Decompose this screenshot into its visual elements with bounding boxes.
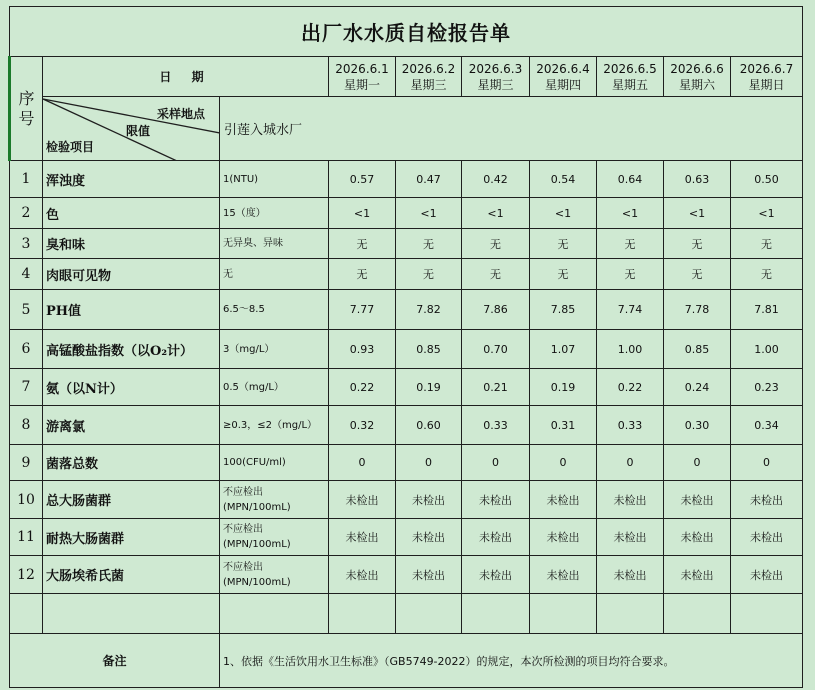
limit-value[interactable] xyxy=(220,406,329,445)
result-value[interactable]: <1 xyxy=(530,198,597,229)
result-value[interactable]: 无 xyxy=(396,229,462,259)
result-value[interactable]: 未检出 xyxy=(329,556,396,594)
empty-cell[interactable] xyxy=(220,594,329,634)
result-value[interactable]: 无 xyxy=(731,259,803,290)
result-value[interactable]: 无 xyxy=(597,259,664,290)
result-value[interactable]: 0 xyxy=(396,445,462,481)
limit-value[interactable] xyxy=(220,369,329,406)
date-value: 2026.6.1 xyxy=(335,61,389,76)
limit-label: 限值 xyxy=(126,124,151,138)
table-row xyxy=(10,445,803,481)
date-header-4[interactable] xyxy=(530,57,597,97)
test-item[interactable]: 大肠埃希氏菌 xyxy=(43,556,220,594)
result-value[interactable]: 0.47 xyxy=(396,161,462,198)
test-item[interactable]: 浑浊度 xyxy=(43,161,220,198)
result-value[interactable]: 未检出 xyxy=(731,556,803,594)
result-value[interactable]: 0.33 xyxy=(597,406,664,445)
result-value[interactable]: 无 xyxy=(731,229,803,259)
row-number[interactable]: 1 xyxy=(10,161,43,198)
row-number[interactable]: 9 xyxy=(10,445,43,481)
row-number[interactable]: 10 xyxy=(10,481,43,519)
limit-value[interactable] xyxy=(220,445,329,481)
limit-line: 6.5～8.5 xyxy=(223,304,265,315)
date-header-6[interactable] xyxy=(664,57,731,97)
date-value: 2026.6.3 xyxy=(468,61,523,76)
result-value[interactable]: 0.57 xyxy=(329,161,396,198)
limit-value[interactable] xyxy=(220,330,329,369)
limit-line: 3（mg/L） xyxy=(223,343,275,355)
limit-line: (MPN/100mL) xyxy=(223,501,291,513)
date-header-7[interactable] xyxy=(731,57,803,97)
limit-value[interactable] xyxy=(220,259,329,290)
empty-cell[interactable] xyxy=(10,594,43,634)
limit-line: (MPN/100mL) xyxy=(223,539,291,550)
result-value[interactable]: 未检出 xyxy=(664,519,731,556)
result-value[interactable]: 7.74 xyxy=(597,290,664,330)
result-value[interactable]: 未检出 xyxy=(597,556,664,594)
result-value[interactable]: 0 xyxy=(664,445,731,481)
result-value[interactable]: 7.86 xyxy=(462,290,530,330)
limit-value[interactable] xyxy=(220,519,329,556)
result-value[interactable]: 未检出 xyxy=(530,481,597,519)
weekday-value: 星期六 xyxy=(678,77,715,92)
limit-line: 不应检出 xyxy=(223,561,263,573)
limit-line: 100(CFU/ml) xyxy=(223,457,286,468)
result-value[interactable]: 0.33 xyxy=(462,406,530,445)
empty-cell[interactable] xyxy=(731,594,803,634)
limit-line: 不应检出 xyxy=(223,486,263,498)
result-value[interactable]: 0.85 xyxy=(396,330,462,369)
empty-row xyxy=(10,594,803,634)
result-value[interactable]: 未检出 xyxy=(396,519,462,556)
table-row xyxy=(10,259,803,290)
result-value[interactable]: 未检出 xyxy=(664,556,731,594)
table-row xyxy=(10,519,803,556)
result-value[interactable]: 0.22 xyxy=(597,369,664,406)
result-value[interactable]: 无 xyxy=(597,229,664,259)
result-value[interactable]: 无 xyxy=(664,229,731,259)
result-value[interactable]: <1 xyxy=(597,198,664,229)
test-item[interactable]: 游离氯 xyxy=(43,406,220,445)
result-value[interactable]: <1 xyxy=(329,198,396,229)
limit-line: ≥0.3，≤2（mg/L） xyxy=(223,419,318,431)
empty-cell[interactable] xyxy=(43,594,220,634)
empty-cell[interactable] xyxy=(462,594,530,634)
test-item[interactable]: 总大肠菌群 xyxy=(43,481,220,519)
result-value[interactable]: 0 xyxy=(530,445,597,481)
limit-value[interactable] xyxy=(220,556,329,594)
result-value[interactable]: 0 xyxy=(329,445,396,481)
limit-line: (MPN/100mL) xyxy=(223,576,291,588)
note-row xyxy=(10,634,803,688)
result-value[interactable]: <1 xyxy=(396,198,462,229)
date-header-1[interactable] xyxy=(329,57,396,97)
empty-cell[interactable] xyxy=(530,594,597,634)
site-label: 采样地点 xyxy=(157,107,206,121)
result-value[interactable]: 1.07 xyxy=(530,330,597,369)
result-value[interactable]: 未检出 xyxy=(530,519,597,556)
limit-value[interactable] xyxy=(220,161,329,198)
result-value[interactable]: 无 xyxy=(462,259,530,290)
item-label: 检验项目 xyxy=(46,140,95,154)
limit-line: 无 xyxy=(223,268,233,280)
result-value[interactable]: 未检出 xyxy=(664,481,731,519)
result-value[interactable]: 0.34 xyxy=(731,406,803,445)
result-value[interactable]: 0.70 xyxy=(462,330,530,369)
test-item[interactable]: 臭和味 xyxy=(43,229,220,259)
result-value[interactable]: 0.42 xyxy=(462,161,530,198)
result-value[interactable]: 未检出 xyxy=(597,481,664,519)
table-row xyxy=(10,161,803,198)
empty-cell[interactable] xyxy=(329,594,396,634)
result-value[interactable]: 0.31 xyxy=(530,406,597,445)
test-item[interactable]: 菌落总数 xyxy=(43,445,220,481)
date-header-5[interactable] xyxy=(597,57,664,97)
result-value[interactable]: 0.21 xyxy=(462,369,530,406)
limit-line: 1(NTU) xyxy=(223,173,259,185)
note-label[interactable]: 备注 xyxy=(10,634,220,688)
table-row xyxy=(10,556,803,594)
row-number[interactable]: 2 xyxy=(10,198,43,229)
result-value[interactable]: 无 xyxy=(329,229,396,259)
result-value[interactable]: 未检出 xyxy=(597,519,664,556)
date-header-label[interactable]: 日 期 xyxy=(43,57,329,97)
limit-value[interactable] xyxy=(220,198,329,229)
weekday-value: 星期四 xyxy=(544,77,581,92)
result-value[interactable]: 0 xyxy=(462,445,530,481)
weekday-value: 星期五 xyxy=(611,77,648,92)
row-number[interactable]: 4 xyxy=(10,259,43,290)
date-value: 2026.6.7 xyxy=(739,61,794,76)
result-value[interactable]: 0.19 xyxy=(530,369,597,406)
empty-cell[interactable] xyxy=(664,594,731,634)
result-value[interactable]: <1 xyxy=(664,198,731,229)
result-value[interactable]: 0.85 xyxy=(664,330,731,369)
result-value[interactable]: 无 xyxy=(329,259,396,290)
table-row xyxy=(10,229,803,259)
weekday-value: 星期三 xyxy=(410,77,447,92)
result-value[interactable]: 7.78 xyxy=(664,290,731,330)
result-value[interactable]: 未检出 xyxy=(462,481,530,519)
empty-cell[interactable] xyxy=(396,594,462,634)
table-row xyxy=(10,330,803,369)
result-value[interactable]: 未检出 xyxy=(329,481,396,519)
empty-cell[interactable] xyxy=(597,594,664,634)
limit-value[interactable] xyxy=(220,229,329,259)
result-value[interactable]: 0.64 xyxy=(597,161,664,198)
result-value[interactable]: 0.24 xyxy=(664,369,731,406)
sampling-site[interactable]: 引莲入城水厂 xyxy=(220,97,803,161)
table-row xyxy=(10,198,803,229)
result-value[interactable]: 1.00 xyxy=(731,330,803,369)
result-value[interactable]: 未检出 xyxy=(329,519,396,556)
limit-line: 无异臭、异味 xyxy=(223,238,283,249)
water-quality-report-table xyxy=(8,6,803,688)
sequence-header-label: 序 号 xyxy=(18,88,35,128)
result-value[interactable]: 7.82 xyxy=(396,290,462,330)
sequence-header[interactable] xyxy=(10,57,43,161)
diagonal-header-cell[interactable] xyxy=(43,97,220,161)
table-row xyxy=(10,290,803,330)
result-value[interactable]: 未检出 xyxy=(396,556,462,594)
row-number[interactable]: 5 xyxy=(10,290,43,330)
limit-line: 15（度） xyxy=(223,207,266,219)
date-value: 2026.6.5 xyxy=(603,61,657,76)
weekday-value: 星期三 xyxy=(477,77,514,92)
result-value[interactable]: 0.63 xyxy=(664,161,731,198)
date-header-2[interactable] xyxy=(396,57,462,97)
result-value[interactable]: 0.32 xyxy=(329,406,396,445)
table-row xyxy=(10,406,803,445)
result-value[interactable]: 1.00 xyxy=(597,330,664,369)
result-value[interactable]: <1 xyxy=(462,198,530,229)
result-value[interactable]: 未检出 xyxy=(530,556,597,594)
test-item[interactable]: 色 xyxy=(43,198,220,229)
row-number[interactable]: 11 xyxy=(10,519,43,556)
result-value[interactable]: 0.30 xyxy=(664,406,731,445)
result-value[interactable]: 0.23 xyxy=(731,369,803,406)
test-item[interactable]: 耐热大肠菌群 xyxy=(43,519,220,556)
result-value[interactable]: 无 xyxy=(396,259,462,290)
test-item[interactable]: 肉眼可见物 xyxy=(43,259,220,290)
result-value[interactable]: 无 xyxy=(664,259,731,290)
result-value[interactable]: 0.22 xyxy=(329,369,396,406)
date-value: 2026.6.2 xyxy=(401,61,456,76)
date-value: 2026.6.4 xyxy=(536,61,590,76)
result-value[interactable]: 0.60 xyxy=(396,406,462,445)
result-value[interactable]: 未检出 xyxy=(731,481,803,519)
limit-value[interactable] xyxy=(220,290,329,330)
row-number[interactable]: 7 xyxy=(10,369,43,406)
report-title: 出厂水水质自检报告单 xyxy=(10,7,803,57)
test-item[interactable]: 高锰酸盐指数（以O₂计） xyxy=(43,330,220,369)
result-value[interactable]: 无 xyxy=(530,259,597,290)
table-row xyxy=(10,481,803,519)
result-value[interactable]: 无 xyxy=(530,229,597,259)
result-value[interactable]: 7.77 xyxy=(329,290,396,330)
row-number[interactable]: 8 xyxy=(10,406,43,445)
result-value[interactable]: <1 xyxy=(731,198,803,229)
result-value[interactable]: 0 xyxy=(731,445,803,481)
date-value: 2026.6.6 xyxy=(670,61,724,76)
result-value[interactable]: 无 xyxy=(462,229,530,259)
result-value[interactable]: 0.54 xyxy=(530,161,597,198)
result-value[interactable]: 未检出 xyxy=(396,481,462,519)
result-value[interactable]: 0.19 xyxy=(396,369,462,406)
weekday-value: 星期日 xyxy=(748,77,785,92)
test-item[interactable]: PH值 xyxy=(43,290,220,330)
table-row xyxy=(10,369,803,406)
date-header-3[interactable] xyxy=(462,57,530,97)
row-number[interactable]: 12 xyxy=(10,556,43,594)
limit-value[interactable] xyxy=(220,481,329,519)
result-value[interactable]: 未检出 xyxy=(731,519,803,556)
weekday-value: 星期一 xyxy=(343,77,380,92)
result-value[interactable]: 未检出 xyxy=(462,519,530,556)
result-value[interactable]: 0.93 xyxy=(329,330,396,369)
test-item[interactable]: 氨（以N计） xyxy=(43,369,220,406)
row-number[interactable]: 6 xyxy=(10,330,43,369)
limit-line: 0.5（mg/L） xyxy=(223,381,284,393)
result-value[interactable]: 未检出 xyxy=(462,556,530,594)
row-number[interactable]: 3 xyxy=(10,229,43,259)
result-value[interactable]: 7.81 xyxy=(731,290,803,330)
result-value[interactable]: 0.50 xyxy=(731,161,803,198)
result-value[interactable]: 7.85 xyxy=(530,290,597,330)
limit-line: 不应检出 xyxy=(223,524,263,535)
result-value[interactable]: 0 xyxy=(597,445,664,481)
note-text[interactable]: 1、依据《生活饮用水卫生标准》（GB5749-2022）的规定，本次所检测的项目均符合要求。 xyxy=(220,634,803,688)
